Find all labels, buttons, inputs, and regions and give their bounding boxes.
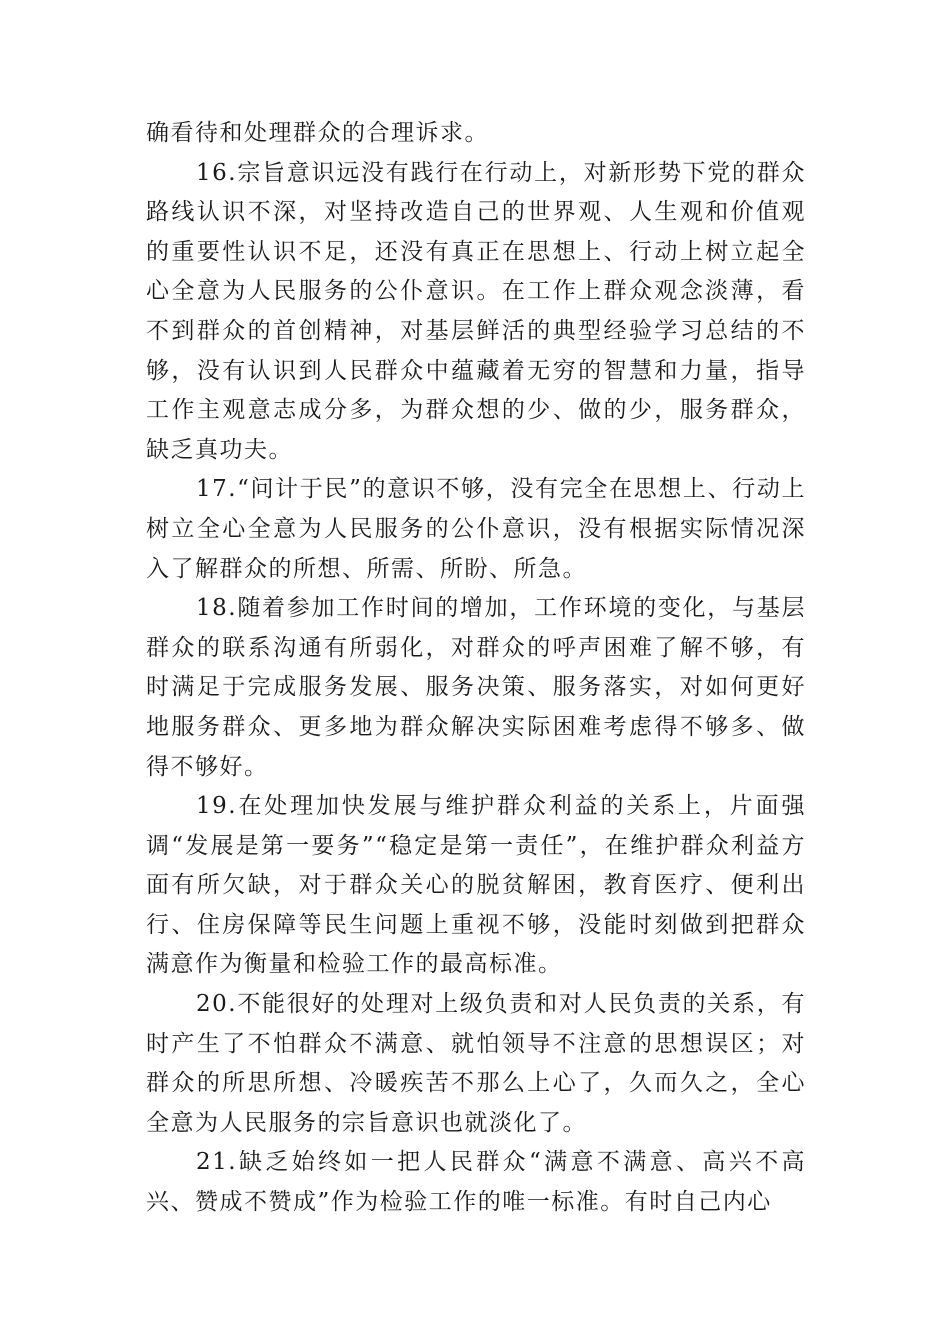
document-page — [146, 114, 806, 1223]
paragraph-item-20: 20.不能很好的处理对上级负责和对人民负责的关系，有时产生了不怕群众不满意、就怕领导不注意的思想误区；对群众的所思所想、冷暖疾苦不那么上心了，久而久之，全心全意为人民服务的宗旨意识也就淡化了。 — [146, 991, 806, 1136]
paragraph-continuation: 确看待和处理群众的合理诉求。 — [146, 120, 489, 146]
paragraph-item-19: 19.在处理加快发展与维护群众利益的关系上，片面强调“发展是第一要务”“稳定是第一责任”，在维护群众利益方面有所欠缺，对于群众关心的脱贫解困，教育医疗、便利出行、住房保障等民生问题上重视不够，没能时刻做到把群众满意作为衡量和检验工作的最高标准。 — [146, 793, 806, 978]
paragraph-item-21: 21.缺乏始终如一把人民群众“满意不满意、高兴不高兴、赞成不赞成”作为检验工作的唯一标准。有时自己内心 — [146, 1149, 806, 1216]
paragraph-item-17: 17.“问计于民”的意识不够，没有完全在思想上、行动上树立全心全意为人民服务的公仆意识，没有根据实际情况深入了解群众的所想、所需、所盼、所急。 — [146, 476, 806, 582]
paragraph-item-16: 16.宗旨意识远没有践行在行动上，对新形势下党的群众路线认识不深，对坚持改造自己的世界观、人生观和价值观的重要性认识不足，还没有真正在思想上、行动上树立起全心全意为人民服务的公仆意识。在工作上群众观念淡薄，看不到群众的首创精神，对基层鲜活的典型经验学习总结的不够，没有认识到人民群众中蕴藏着无穷的智慧和力量，指导工作主观意志成分多，为群众想的少、做的少，服务群众，缺乏真功夫。 — [146, 159, 806, 463]
paragraph-item-18: 18.随着参加工作时间的增加，工作环境的变化，与基层群众的联系沟通有所弱化，对群众的呼声困难了解不够，有时满足于完成服务发展、服务决策、服务落实，对如何更好地服务群众、更多地为群众解决实际困难考虑得不够多、做得不够好。 — [146, 595, 806, 780]
